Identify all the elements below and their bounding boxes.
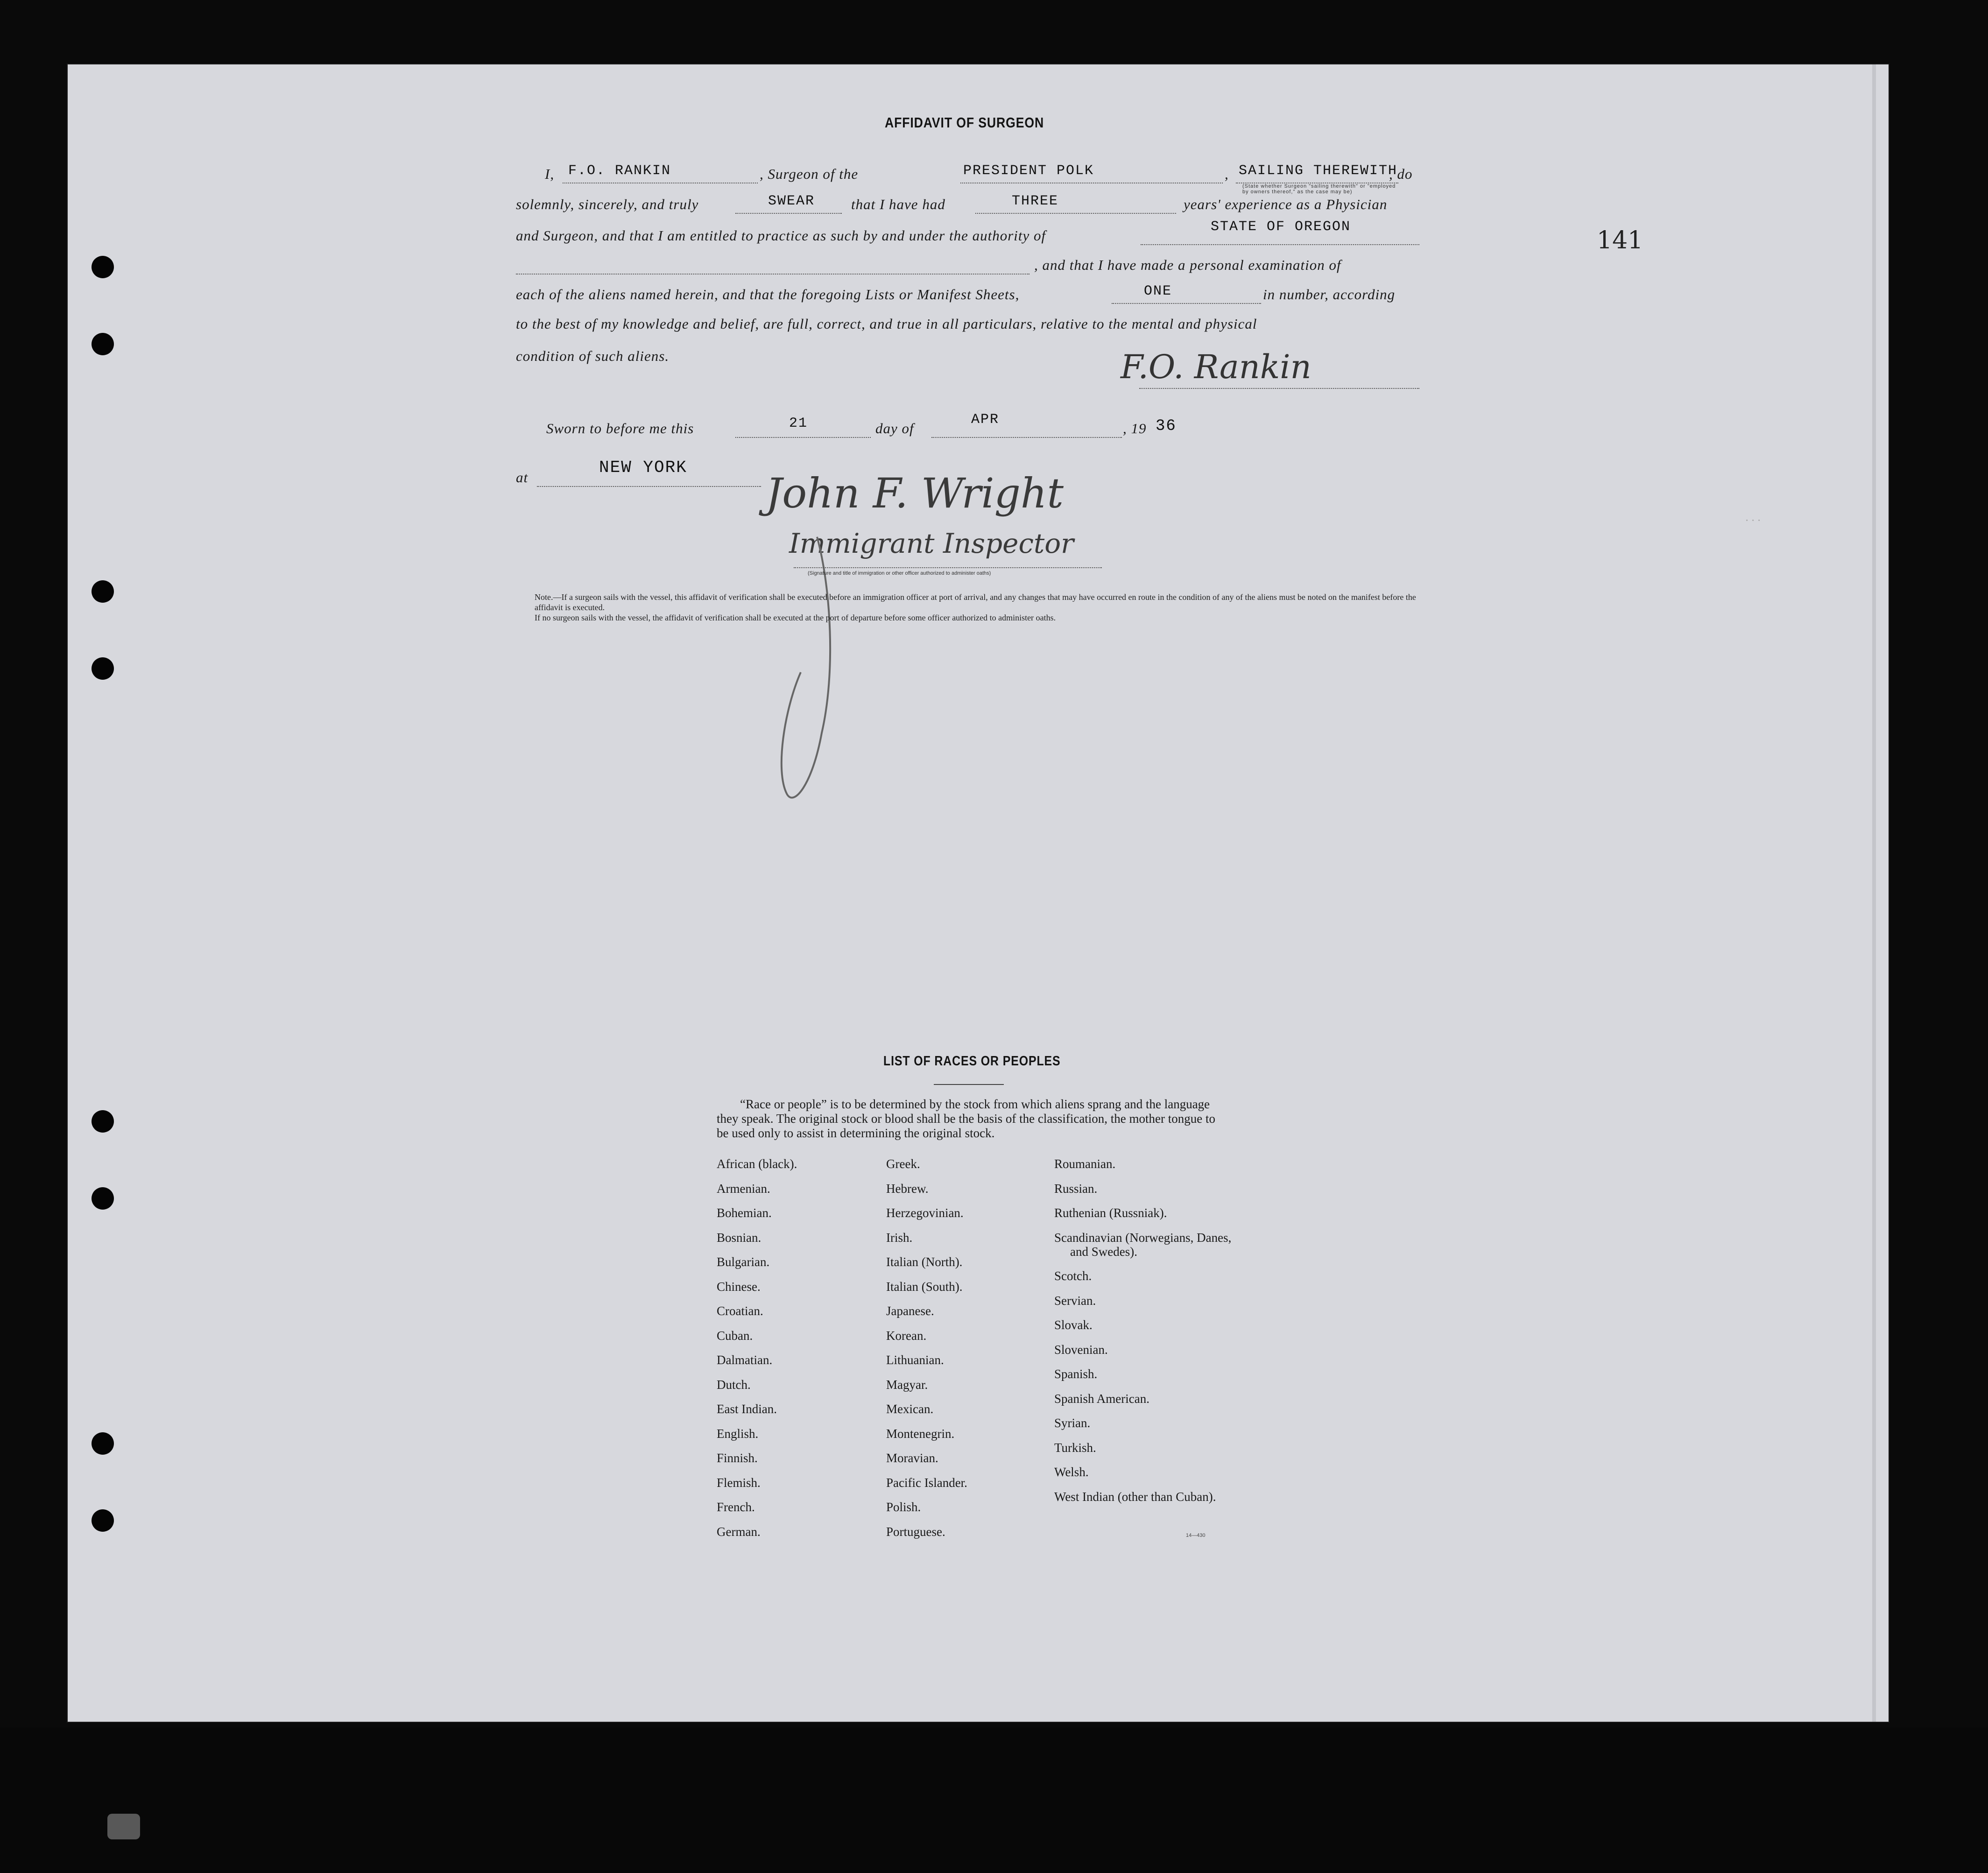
sworn-month-field (931, 420, 1122, 438)
race-item: Pacific Islander. (886, 1475, 967, 1490)
page-number: 141 (1597, 226, 1643, 254)
race-item: Scotch. (1054, 1269, 1092, 1283)
note-surgeon-sails: Note.—If a surgeon sails with the vessel, this affidavit of verification shall be executed before an immigration officer at port of arrival, and any changes that may have occurred en route in the condition of any of the aliens must be noted on the manifest before the affidavit is executed. (535, 592, 1416, 612)
officer-signature-caption: (Signature and title of immigration or other officer authorized to administer oaths) (808, 570, 991, 576)
affidavit-text: years' experience as a Physician (1184, 196, 1388, 212)
sworn-month: APR (971, 412, 1000, 428)
sworn-line (516, 412, 1419, 444)
affidavit-text: and Surgeon, and that I am entitled to practice as such by and under the authority of (516, 227, 1046, 244)
race-item: French. (717, 1500, 755, 1514)
affidavit-text: that I have had (851, 196, 945, 212)
race-item: Mexican. (886, 1402, 934, 1416)
race-item: Welsh. (1054, 1465, 1089, 1479)
race-item: Lithuanian. (886, 1353, 944, 1367)
sworn-year: 36 (1156, 417, 1177, 435)
affidavit-title: AFFIDAVIT OF SURGEON (885, 114, 1044, 131)
binder-hole (92, 256, 114, 278)
affidavit-text: , and that I have made a personal examination of (1034, 257, 1341, 273)
affidavit-text: condition of such aliens. (516, 348, 670, 364)
officer-signature: John F. Wright (766, 469, 1064, 517)
race-item: Cuban. (717, 1328, 753, 1343)
page-fold-line (1872, 64, 1876, 1722)
authority-continuation-field (516, 257, 1029, 275)
years-value: THREE (1012, 193, 1059, 209)
affidavit-line-5 (516, 283, 1419, 310)
affidavit-text: , Surgeon of the (760, 166, 859, 182)
race-item: Dalmatian. (717, 1353, 773, 1367)
binder-hole (92, 657, 114, 680)
affidavit-text: at (516, 469, 529, 486)
race-item: Polish. (886, 1500, 921, 1514)
race-item: Ruthenian (Russniak). (1054, 1206, 1167, 1220)
film-frame-edge (0, 1727, 1988, 1873)
years-field (975, 196, 1176, 214)
race-item: Bosnian. (717, 1230, 761, 1245)
binder-hole (92, 1110, 114, 1133)
affidavit-text: , 19 (1123, 420, 1147, 437)
sworn-day: 21 (789, 415, 808, 431)
race-item: East Indian. (717, 1402, 777, 1416)
form-number: 14—430 (1186, 1533, 1205, 1538)
officer-title-signature: Immigrant Inspector (789, 528, 1074, 559)
race-item: Spanish. (1054, 1367, 1098, 1381)
affidavit-text: each of the aliens named herein, and that the foregoing Lists or Manifest Sheets, (516, 286, 1020, 303)
race-item: Magyar. (886, 1377, 928, 1392)
margin-annotation: · · · (1745, 514, 1761, 527)
sheets-count: ONE (1144, 283, 1172, 299)
race-item: Turkish. (1054, 1440, 1096, 1455)
affidavit-line-2 (516, 193, 1419, 219)
affidavit-line-6 (516, 316, 1419, 339)
sworn-place: NEW YORK (599, 458, 687, 477)
race-item: Italian (South). (886, 1279, 963, 1294)
race-item: Bohemian. (717, 1206, 772, 1220)
race-item: Greek. (886, 1157, 920, 1171)
binder-hole (92, 1432, 114, 1455)
film-sprocket-mark (107, 1814, 140, 1839)
race-item: Flemish. (717, 1475, 761, 1490)
races-column-2 (886, 1157, 1054, 1549)
race-item: Scandinavian (Norwegians, Danes, and Swedes). (1054, 1230, 1232, 1259)
race-item: German. (717, 1524, 761, 1539)
affidavit-text: solemnly, sincerely, and truly (516, 196, 699, 212)
race-item: Roumanian. (1054, 1157, 1116, 1171)
races-title: LIST OF RACES OR PEOPLES (883, 1054, 1061, 1069)
binder-hole (92, 333, 114, 355)
sheets-field (1112, 286, 1261, 304)
race-item: Servian. (1054, 1293, 1096, 1308)
affidavit-text: Sworn to before me this (546, 420, 694, 437)
status-instruction: (State whether Surgeon "sailing therewith" or "employed by owners thereof," as the case may be) (1242, 183, 1396, 195)
title-rule (934, 1084, 1004, 1085)
affidavit-line-4 (516, 257, 1419, 280)
affidavit-line-3 (516, 219, 1419, 251)
affidavit-note (516, 592, 1419, 623)
affidavit-text: , (1225, 166, 1229, 182)
race-item: Herzegovinian. (886, 1206, 964, 1220)
race-item: Syrian. (1054, 1416, 1091, 1430)
note-no-surgeon: If no surgeon sails with the vessel, the affidavit of verification shall be executed at the port of departure before some officer authorized to administer oaths. (535, 613, 1056, 622)
race-item: Armenian. (717, 1181, 770, 1196)
race-item: Bulgarian. (717, 1255, 770, 1269)
vessel-name: PRESIDENT POLK (963, 163, 1094, 179)
binder-hole (92, 1187, 114, 1210)
binder-hole (92, 580, 114, 603)
race-item: Chinese. (717, 1279, 761, 1294)
race-item: Slovak. (1054, 1318, 1093, 1332)
race-item: Irish. (886, 1230, 913, 1245)
race-item: Spanish American. (1054, 1391, 1149, 1406)
race-item: African (black). (717, 1157, 797, 1171)
race-item: Moravian. (886, 1451, 938, 1465)
affidavit-text: day of (875, 420, 914, 437)
affidavit-text: in number, according (1263, 286, 1396, 303)
surgeon-signature: F.O. Rankin (1121, 348, 1311, 386)
race-item: Portuguese. (886, 1524, 945, 1539)
licensing-authority: STATE OF OREGON (1211, 219, 1351, 235)
surgeon-status: SAILING THEREWITH (1239, 163, 1398, 179)
race-item: Croatian. (717, 1304, 763, 1318)
affidavit-text: I, (545, 166, 555, 182)
race-item: Dutch. (717, 1377, 751, 1392)
binder-hole (92, 1509, 114, 1532)
races-column-3 (1054, 1157, 1238, 1514)
race-item: Russian. (1054, 1181, 1098, 1196)
oath-word: SWEAR (768, 193, 815, 209)
affidavit-line-1 (516, 163, 1419, 195)
affidavit-text: , do (1389, 166, 1413, 182)
race-item: West Indian (other than Cuban). (1054, 1489, 1216, 1504)
affidavit-text: to the best of my knowledge and belief, are full, correct, and true in all particulars, relative to the mental and physical (516, 316, 1257, 332)
race-item: Italian (North). (886, 1255, 963, 1269)
surgeon-name: F.O. RANKIN (568, 163, 671, 179)
race-item: Japanese. (886, 1304, 934, 1318)
officer-signature-line (794, 551, 1102, 568)
race-item: Korean. (886, 1328, 927, 1343)
race-item: Montenegrin. (886, 1426, 955, 1441)
race-item: English. (717, 1426, 759, 1441)
races-column-1 (717, 1157, 885, 1549)
race-item: Finnish. (717, 1451, 758, 1465)
race-item: Slovenian. (1054, 1342, 1108, 1357)
races-intro: “Race or people” is to be determined by the stock from which aliens sprang and the language they speak. The original stock or blood shall be the basis of the classification, the mother tongue to be used only to assist in determining the original stock. (717, 1097, 1216, 1140)
race-item: Hebrew. (886, 1181, 929, 1196)
